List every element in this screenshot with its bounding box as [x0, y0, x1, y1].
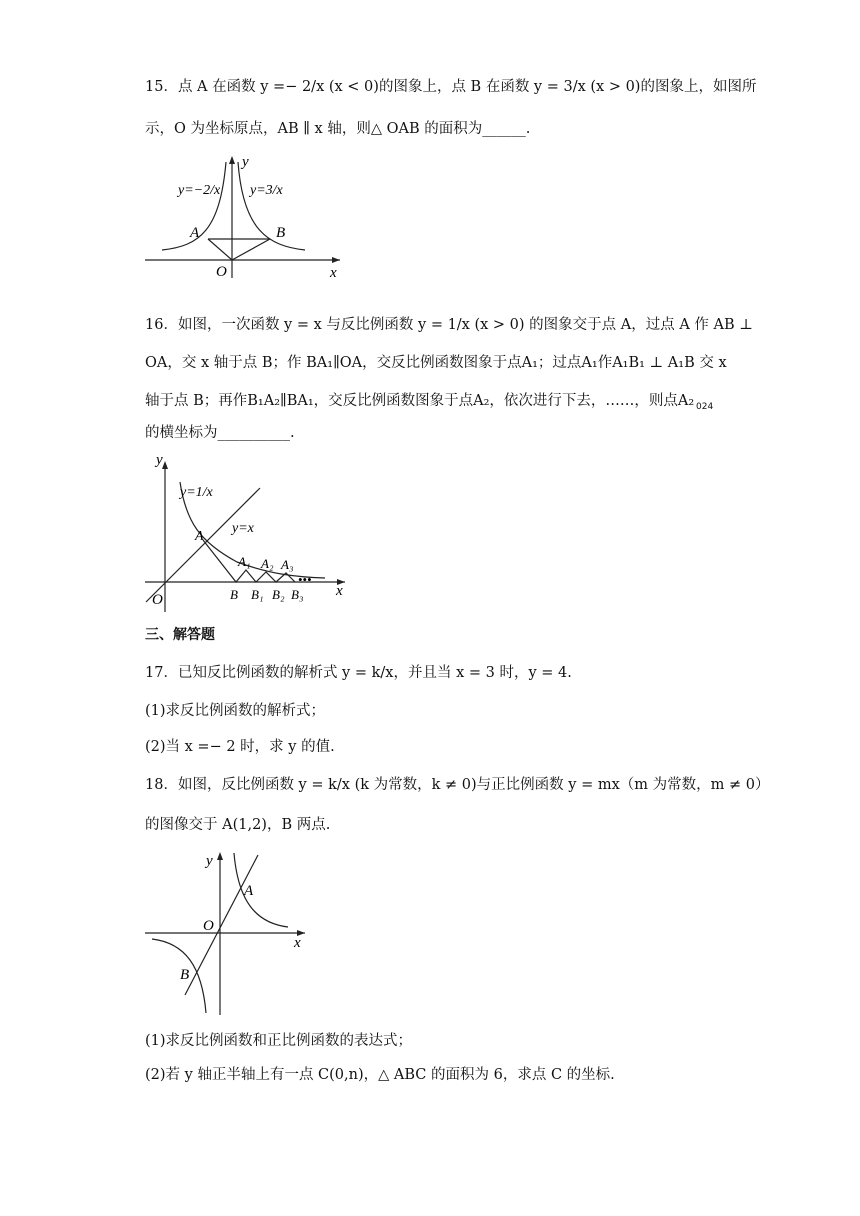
q17-line-1: 17．已知反比例函数的解析式 y = k/x，并且当 x = 3 时，y = 4. [145, 665, 572, 681]
q16-point-b1-label: B₁ [251, 587, 264, 602]
q16-line-1: 16．如图，一次函数 y = x 与反比例函数 y = 1/x (x > 0) 的图象交于点 A，过点 A 作 AB ⊥ [145, 317, 753, 333]
q18-part-2: (2)若 y 轴正半轴上有一点 C(0,n)，△ ABC 的面积为 6，求点 C 的坐标. [145, 1067, 615, 1083]
q16-line-4: 的横坐标为__________. [145, 425, 295, 441]
q16-origin-label: O [152, 592, 163, 608]
q16-line-3: 轴于点 B；再作B₁A₂∥BA₁，交反比例函数图象于点A₂，依次进行下去，……，则点A₂ [145, 393, 695, 409]
q16-dots: ••• [298, 572, 312, 587]
q16-curve-label: y=1/x [180, 485, 213, 500]
q16-point-a-label: A [195, 529, 204, 544]
q15-y-label: y [242, 154, 249, 170]
q15-segment-oa [208, 239, 232, 260]
q15-line-1: 15．点 A 在函数 y =− 2/x (x < 0)的图象上，点 B 在函数 y = 3/x (x > 0)的图象上，如图所 [145, 79, 757, 95]
q18-origin-label: O [203, 918, 214, 934]
q18-line-2: 的图像交于 A(1,2)，B 两点. [145, 817, 331, 833]
q17-part-2: (2)当 x =− 2 时，求 y 的值. [145, 739, 335, 755]
q17-part-1: (1)求反比例函数的解析式； [145, 703, 326, 719]
q15-curve-right [238, 162, 305, 250]
q18-curve-upper [234, 853, 288, 927]
q15-origin-label: O [216, 264, 227, 280]
q18-point-a-label: A [244, 883, 254, 899]
q16-point-b3-label: B₃ [291, 587, 304, 602]
q18-curve-lower [152, 939, 206, 1013]
q16-y-arrow-icon [162, 461, 168, 469]
q15-segment-ob [232, 239, 270, 260]
q18-x-label: x [294, 935, 301, 951]
q18-figure [140, 845, 315, 1020]
q18-line-y-eq-mx [185, 855, 258, 995]
q16-x-label: x [336, 583, 343, 599]
q15-figure [140, 150, 360, 285]
q16-point-a3-label: A₃ [281, 557, 294, 572]
q16-point-b-label: B [230, 587, 238, 602]
q16-y-label: y [156, 452, 163, 468]
q16-point-b2-label: B₂ [272, 587, 285, 602]
q15-x-label: x [330, 265, 337, 281]
q15-x-arrow-icon [332, 257, 340, 263]
q16-line-y-eq-x [146, 488, 260, 602]
q15-curve-left-label: y=−2/x [178, 183, 221, 198]
q15-y-arrow-icon [229, 156, 235, 164]
q16-point-a2-label: A₂ [261, 556, 274, 571]
q16-point-a1-label: A₁ [238, 554, 251, 569]
q18-y-label: y [206, 853, 213, 869]
q18-line-1: 18．如图，反比例函数 y = k/x (k 为常数，k ≠ 0)与正比例函数 y = mx（m 为常数，m ≠ 0） [145, 777, 770, 793]
q18-y-arrow-icon [217, 852, 223, 860]
q18-point-b-label: B [180, 967, 190, 983]
q16-figure [140, 452, 360, 612]
q18-part-1: (1)求反比例函数和正比例函数的表达式； [145, 1033, 413, 1049]
q15-point-a-label: A [190, 225, 200, 241]
q16-line-2: OA，交 x 轴于点 B；作 BA₁∥OA，交反比例函数图象于点A₁；过点A₁作A₁B₁ ⊥ A₁B 交 x [145, 355, 727, 371]
q15-curve-right-label: y=3/x [250, 183, 283, 198]
q16-line-label: y=x [232, 521, 254, 536]
section-3-heading: 三、解答题 [145, 627, 215, 643]
q16-line-3-subscript: 024 [696, 402, 714, 412]
q15-point-b-label: B [276, 225, 286, 241]
q15-line-2: 示，O 为坐标原点，AB ∥ x 轴，则△ OAB 的面积为______. [145, 121, 531, 137]
